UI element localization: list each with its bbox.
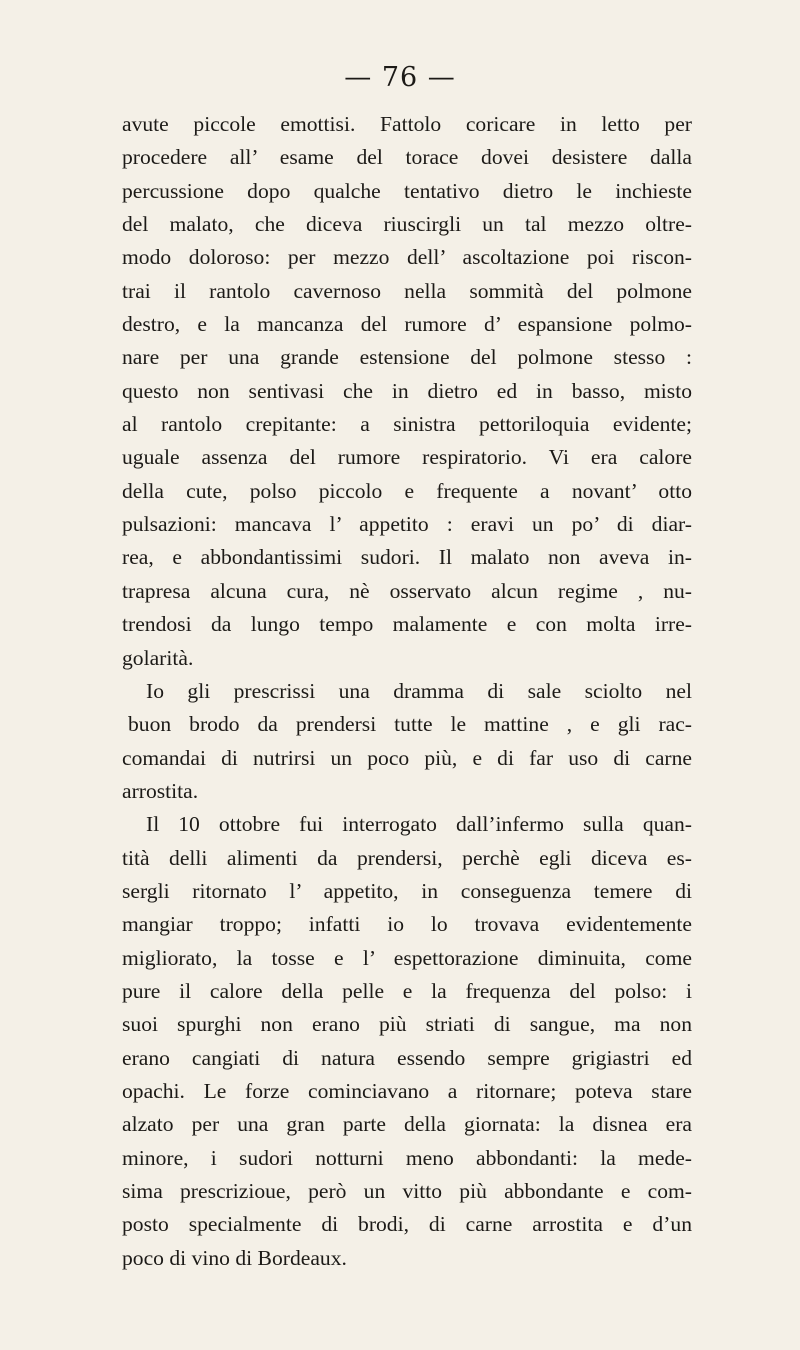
text-line: questo non sentivasi che in dietro ed in basso, misto xyxy=(122,378,692,403)
text-line: comandai di nutrirsi un poco più, e di far uso di carne xyxy=(122,745,692,770)
text-line: al rantolo crepitante: a sinistra pettoriloquia evidente; xyxy=(122,412,692,437)
page-number: — 76 — xyxy=(344,62,456,93)
text-line: della cute, polso piccolo e frequente a novant’ otto xyxy=(122,478,692,503)
paragraph xyxy=(122,808,692,1275)
text-line: trai il rantolo cavernoso nella sommità del polmone xyxy=(122,278,692,303)
text-line: pulsazioni: mancava l’ appetito : eravi un po’ di diar- xyxy=(122,512,692,537)
text-line: uguale assenza del rumore respiratorio. Vi era calore xyxy=(122,445,692,470)
text-line: destro, e la mancanza del rumore d’ espansione polmo- xyxy=(122,312,692,337)
text-line: Io gli prescrissi una dramma di sale sciolto nel xyxy=(146,678,692,703)
text-line: golarità. xyxy=(122,645,194,670)
text-line: avute piccole emottisi. Fattolo coricare in letto per xyxy=(122,112,692,136)
text-line: modo doloroso: per mezzo dell’ ascoltazione poi riscon- xyxy=(122,245,692,270)
text-line: trapresa alcuna cura, nè osservato alcun regime , nu- xyxy=(122,578,692,603)
text-line: minore, i sudori notturni meno abbondanti: la mede- xyxy=(122,1145,692,1170)
text-line: sergli ritornato l’ appetito, in conseguenza temere di xyxy=(122,878,692,903)
text-line: percussione dopo qualche tentativo dietro le inchieste xyxy=(122,178,692,203)
text-line: poco di vino di Bordeaux. xyxy=(122,1245,347,1270)
text-line: rea, e abbondantissimi sudori. Il malato non aveva in- xyxy=(122,545,692,570)
text-line: Il 10 ottobre fui interrogato dall’infermo sulla quan- xyxy=(146,812,692,837)
text-line: posto specialmente di brodi, di carne arrostita e d’un xyxy=(122,1212,692,1237)
text-line: procedere all’ esame del torace dovei desistere dalla xyxy=(122,145,692,170)
text-line: trendosi da lungo tempo malamente e con molta irre- xyxy=(122,612,692,637)
text-line: buon brodo da prendersi tutte le mattine , e gli rac- xyxy=(128,712,692,737)
text-line: nare per una grande estensione del polmone stesso : xyxy=(122,345,692,370)
text-line: arrostita. xyxy=(122,778,199,803)
text-line: tità delli alimenti da prendersi, perchè egli diceva es- xyxy=(122,845,692,870)
text-line: alzato per una gran parte della giornata: la disnea era xyxy=(122,1112,692,1137)
paragraph xyxy=(122,108,692,675)
text-line: erano cangiati di natura essendo sempre grigiastri ed xyxy=(122,1045,692,1070)
text-line: opachi. Le forze cominciavano a ritornare; poteva stare xyxy=(122,1078,692,1103)
text-line: suoi spurghi non erano più striati di sangue, ma non xyxy=(122,1012,692,1037)
text-line: del malato, che diceva riuscirgli un tal mezzo oltre- xyxy=(122,212,692,237)
text-line: pure il calore della pelle e la frequenza del polso: i xyxy=(122,978,692,1003)
text-line: sima prescrizioue, però un vitto più abbondante e com- xyxy=(122,1179,692,1203)
body-text xyxy=(122,108,692,1275)
text-line: migliorato, la tosse e l’ espettorazione diminuita, come xyxy=(122,945,692,970)
text-line: mangiar troppo; infatti io lo trovava evidentemente xyxy=(122,912,692,937)
paragraph xyxy=(122,675,692,808)
